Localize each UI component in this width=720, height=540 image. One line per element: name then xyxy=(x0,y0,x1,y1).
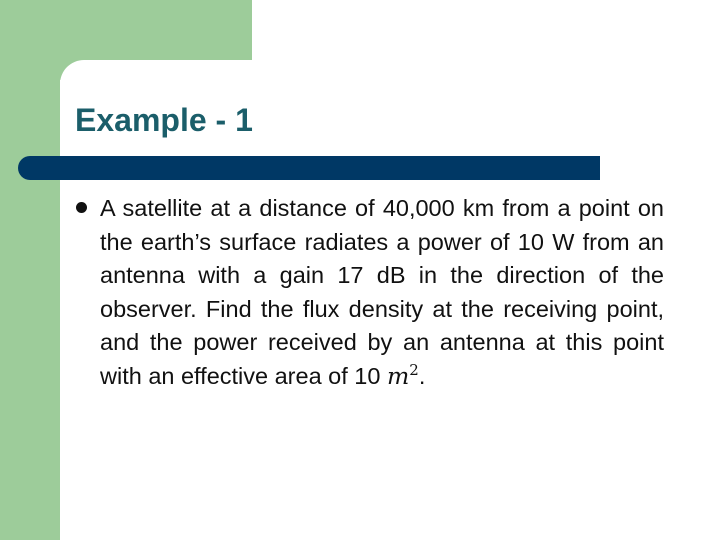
bullet-text xyxy=(100,192,664,394)
decor-green-left-strip xyxy=(0,0,60,540)
slide-title: Example - 1 xyxy=(75,102,253,138)
title-divider-bar xyxy=(18,156,600,180)
bullet-dot-icon xyxy=(76,202,87,213)
math-unit xyxy=(387,362,419,390)
math-base: m xyxy=(386,361,410,390)
math-exponent: 2 xyxy=(409,360,419,379)
bullet-text-body: A satellite at a distance of 40,000 km from a point on the earth’s surface radiates a power of 10 W from an antenna with a gain 17 dB in the direction of the observer. Find the flux density at the receiving point, and the power received by an antenna at this point with an effective area of 10 xyxy=(100,195,664,389)
trailing-punct: . xyxy=(418,362,426,389)
